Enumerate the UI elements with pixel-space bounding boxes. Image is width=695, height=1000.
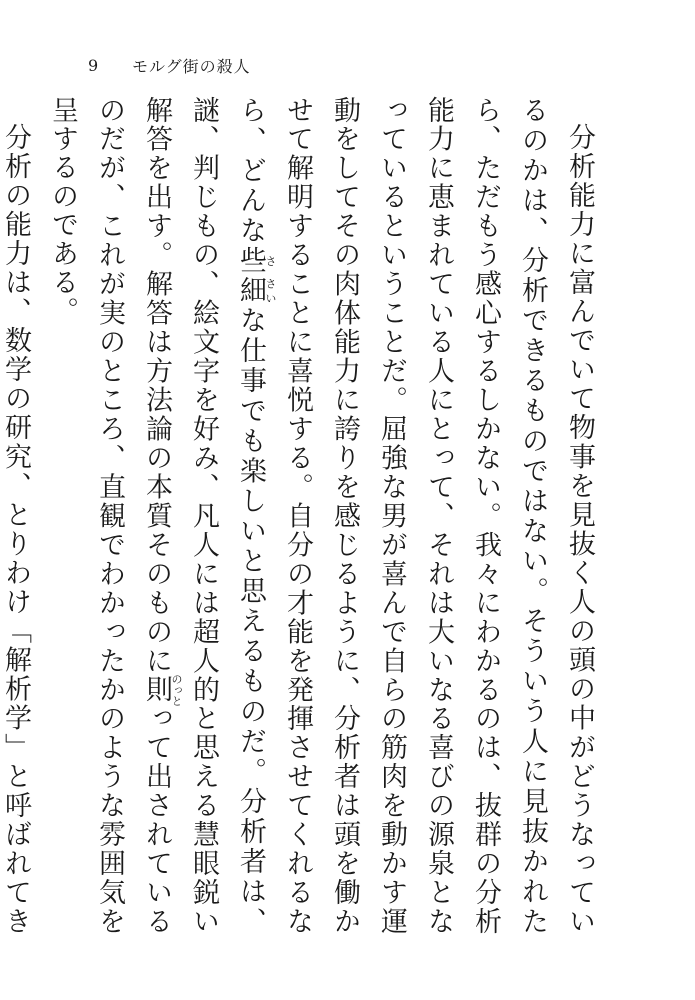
running-title: モルグ街の殺人 <box>132 56 251 76</box>
text-run: って出されているのだが、これが実のところ、直観でわかったかのような雰囲気を呈するのである。 <box>47 96 172 936</box>
ruby-reading: のっと <box>170 673 183 707</box>
ruby-word <box>235 276 277 307</box>
ruby-reading: さい <box>264 276 277 306</box>
ruby-word <box>141 673 183 707</box>
paragraph-2 <box>0 96 39 936</box>
page-number: 9 <box>88 55 100 75</box>
page-header <box>88 54 251 76</box>
ruby-word <box>235 246 277 277</box>
ruby-base: 則 <box>141 673 172 707</box>
ruby-base: 細 <box>235 276 266 307</box>
ruby-base: 些 <box>235 246 266 277</box>
text-run: な仕事でも楽しいと思えるものだ。分析者は、謎、判じもの、絵文字を好み、凡人には超人的と思える慧眼鋭い解答を出す。解答は方法論の本質そのものに <box>141 96 266 937</box>
ruby-reading: さ <box>264 246 277 275</box>
text-run: 分析の能力は、数学の研究、とりわけ「解析学」と呼ばれてき <box>0 123 31 936</box>
body-text <box>0 96 603 937</box>
text-run: 分析能力に富んでいて物事を見抜く人の頭の中がどうなっているのかは、分析できるものではない。そういう人に見抜かれたら、ただもう感心するしかない。我々にわかるのは、抜群の分析能力に恵まれている人にとって、それは大いなる喜びの源泉となっているということだ。屈強な男が喜んで自らの筋肉を動かす運動をしてその肉体能力に誇りを感じるように、分析者は頭を働かせて解明することに喜悦する。自分の才能を発揮させてくれるなら、どんな <box>235 96 595 936</box>
paragraph-1 <box>39 96 603 936</box>
